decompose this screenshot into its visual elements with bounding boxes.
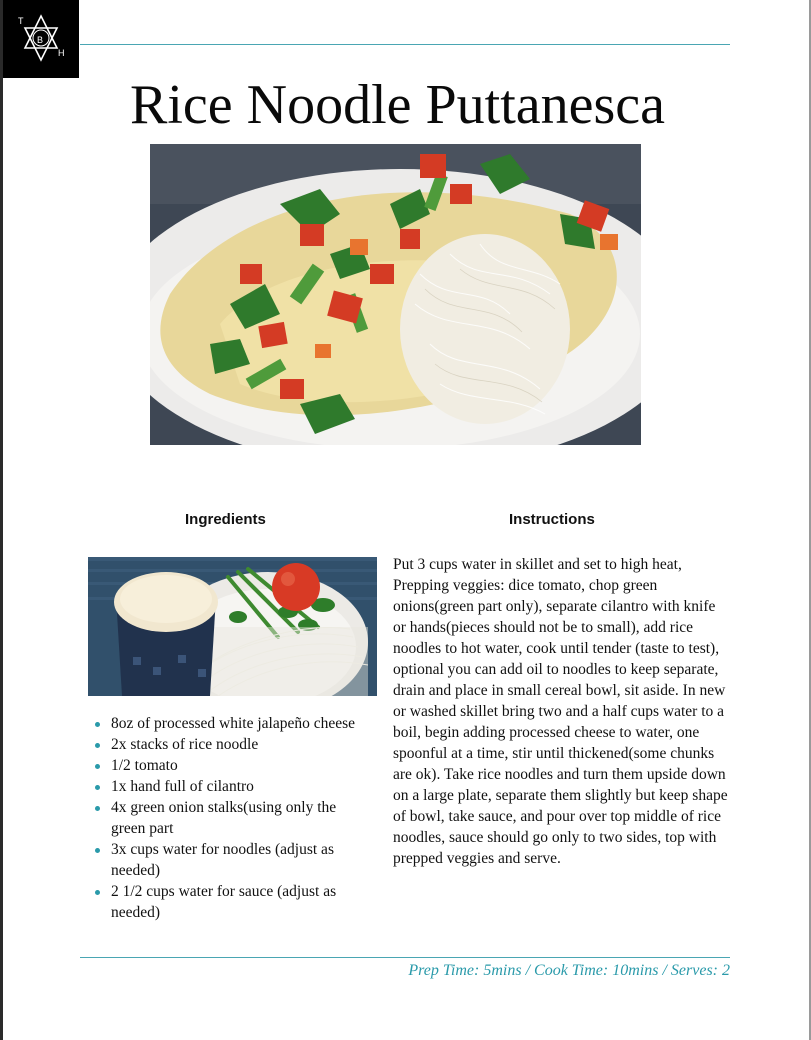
page-edge-left	[0, 0, 3, 1040]
ingredient-text: 8oz of processed white jalapeño cheese	[111, 715, 356, 732]
list-item	[93, 776, 371, 797]
logo-letter-t: T	[18, 16, 24, 26]
bullet-icon	[95, 806, 100, 811]
bullet-icon	[95, 848, 100, 853]
ingredient-text: 2 1/2 cups water for sauce (adjust as needed)	[111, 883, 337, 921]
list-item	[93, 755, 371, 776]
ingredient-text: 1x hand full of cilantro	[111, 778, 254, 795]
header-rule	[80, 44, 730, 45]
list-item	[93, 797, 371, 839]
bullet-icon	[95, 764, 100, 769]
logo-letter-h: H	[58, 48, 65, 58]
ingredients-list	[93, 713, 371, 923]
list-item	[93, 881, 371, 923]
ingredient-text: 4x green onion stalks(using only the green part	[111, 799, 337, 837]
instructions-text: Put 3 cups water in skillet and set to high heat, Prepping veggies: dice tomato, chop green onions(green part only), separate cilantro with knife or hands(pieces should not be to small), add rice noodles to hot water, cook until tender (taste to test), optional you can add oil to noodles to keep separate, drain and place in small cereal bowl, sit aside. In new or washed skillet bring two and a half cups water to a boil, begin adding processed cheese to water, one spoonful at a time, stir until thickened(some chunks are ok). Take rice noodles and turn them upside down on a large plate, separate them slightly but keep shape of bowl, take sauce, and pour over top middle of rice noodles, sauce should go only to two sides, top with prepped veggies and serve.	[393, 556, 728, 867]
ingredient-text: 1/2 tomato	[111, 757, 178, 774]
ingredient-text: 2x stacks of rice noodle	[111, 736, 259, 753]
instructions-heading: Instructions	[509, 511, 595, 528]
bullet-icon	[95, 785, 100, 790]
bullet-icon	[95, 743, 100, 748]
ingredients-heading: Ingredients	[185, 511, 266, 528]
bullet-icon	[95, 890, 100, 895]
recipe-meta-footer: Prep Time: 5mins / Cook Time: 10mins / Serves: 2	[408, 962, 730, 979]
logo-letter-b: B	[37, 35, 44, 45]
list-item	[93, 713, 371, 734]
list-item	[93, 839, 371, 881]
footer-rule	[80, 957, 730, 958]
recipe-title: Rice Noodle Puttanesca	[130, 74, 665, 136]
tbh-logo	[3, 0, 79, 78]
bullet-icon	[95, 722, 100, 727]
ingredient-text: 3x cups water for noodles (adjust as needed)	[111, 841, 334, 879]
hero-dish-photo	[150, 144, 641, 445]
list-item	[93, 734, 371, 755]
ingredients-photo	[88, 557, 377, 696]
